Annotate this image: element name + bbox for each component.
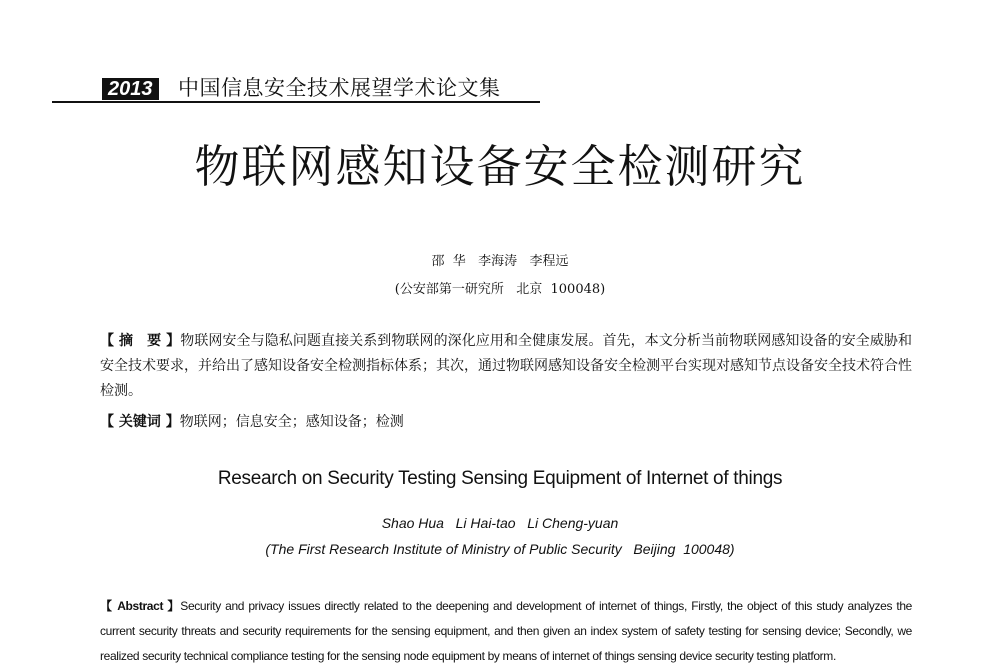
english-abstract-label: 【 Abstract 】 (100, 599, 181, 613)
chinese-abstract-label: 【 摘 要 】 (100, 333, 181, 349)
running-header (52, 74, 540, 104)
chinese-abstract (100, 329, 912, 404)
chinese-abstract-text: 物联网安全与隐私问题直接关系到物联网的深化应用和全健康发展。首先，本文分析当前物联网感知设备的安全威胁和安全技术要求，并给出了感知设备安全检测指标体系；其次，通过物联网感知设备安全检测平台实现对感知节点设备安全技术符合性检测。 (100, 333, 912, 399)
english-abstract (100, 594, 912, 669)
paper-title: 物联网感知设备安全检测研究 (194, 140, 806, 193)
english-abstract-text: Security and privacy issues directly related to the deepening and development of internet of things, Firstly, the object of this study analyzes the current security threats and security requirements for the sensing equipment, and then given an index system of safety testing for sensing device; Secondly, we realized security technical compliance testing for the sensing node equipment by means of internet of things sensing device security testing platform. (100, 599, 912, 663)
english-authors: Shao Hua Li Hai-tao Li Cheng-yuan (381, 515, 619, 531)
header-rule (52, 101, 540, 103)
chinese-affiliation: (公安部第一研究所 北京 100048) (394, 282, 606, 297)
series-title: 中国信息安全技术展望学术论文集 (178, 76, 501, 100)
year-badge: 2013 (102, 78, 159, 100)
chinese-keywords-label: 【 关键词 】 (100, 414, 180, 430)
chinese-authors: 邵 华 李海涛 李程远 (431, 254, 569, 269)
chinese-keywords (100, 410, 912, 435)
english-affiliation: (The First Research Institute of Ministry of Public Security Beijing 100048) (265, 541, 735, 557)
chinese-keywords-text: 物联网；信息安全；感知设备；检测 (179, 414, 404, 430)
english-title: Research on Security Testing Sensing Equipment of Internet of things (217, 468, 783, 489)
